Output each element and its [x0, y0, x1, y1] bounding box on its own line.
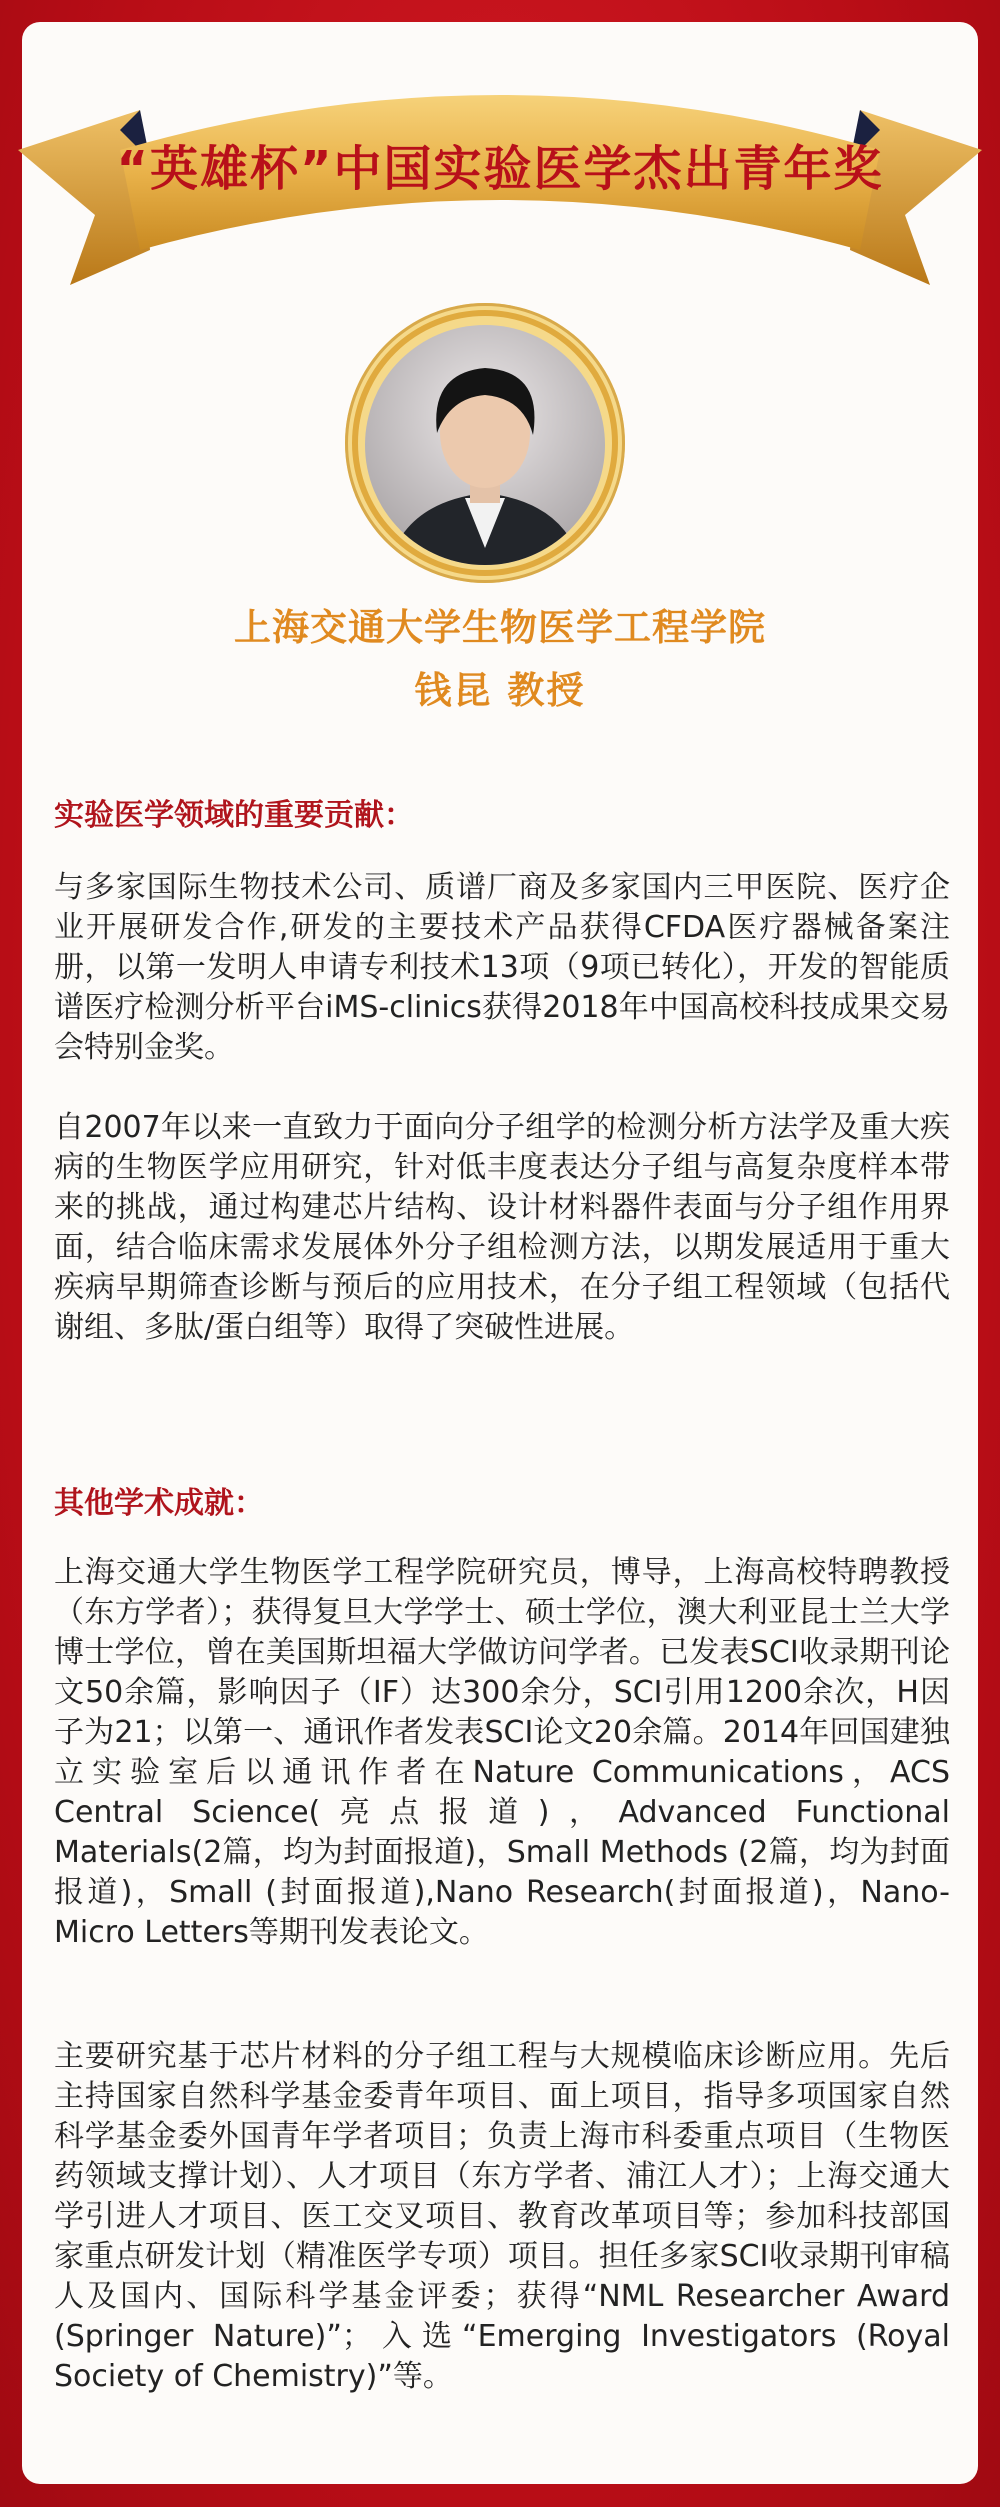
award-title: “英雄杯”中国实验医学杰出青年奖 — [116, 141, 884, 197]
paragraph: 与多家国际生物技术公司、质谱厂商及多家国内三甲医院、医疗企业开展研发合作,研发的主要技术产品获得CFDA医疗器械备案注册，以第一发明人申请专利技术13项（9项已转化），开发的智能质谱医疗检测分析平台iMS-clinics获得2018年中国高校科技成果交易会特别金奖。 — [54, 870, 950, 1065]
person-name: 钱昆 教授 — [414, 669, 586, 712]
section-heading-achievements: 其他学术成就： — [54, 1486, 264, 1521]
section-heading-contributions: 实验医学领域的重要贡献： — [54, 798, 414, 833]
paragraph: 自2007年以来一直致力于面向分子组学的检测分析方法学及重大疾病的生物医学应用研究，针对低丰度表达分子组与高复杂度样本带来的挑战，通过构建芯片结构、设计材料器件表面与分子组作用界面，结合临床需求发展体外分子组检测方法，以期发展适用于重大疾病早期筛查诊断与预后的应用技术，在分子组工程领域（包括代谢组、多肽/蛋白组等）取得了突破性进展。 — [54, 1110, 950, 1345]
avatar — [345, 303, 625, 583]
paragraph: 上海交通大学生物医学工程学院研究员，博导，上海高校特聘教授（东方学者）；获得复旦大学学士、硕士学位，澳大利亚昆士兰大学博士学位，曾在美国斯坦福大学做访问学者。已发表SCI收录期刊论文50余篇，影响因子（IF）达300余分，SCI引用1200余次，H因子为21；以第一、通讯作者发表SCI论文20余篇。2014年回国建独立实验室后以通讯作者在Nature Communications，ACS Central Science(亮点报道)，Advanced Functional Materials(2篇，均为封面报道)，Small Methods (2篇，均为封面报道)，Small (封面报道),Nano Research(封面报道)，Nano-Micro Letters等期刊发表论文。 — [54, 1555, 950, 1950]
institution-name: 上海交通大学生物医学工程学院 — [234, 606, 766, 649]
paragraph: 主要研究基于芯片材料的分子组工程与大规模临床诊断应用。先后主持国家自然科学基金委青年项目、面上项目，指导多项国家自然科学基金委外国青年学者项目；负责上海市科委重点项目（生物医药领域支撑计划）、人才项目（东方学者、浦江人才）；上海交通大学引进人才项目、医工交叉项目、教育改革项目等；参加科技部国家重点研发计划（精准医学专项）项目。担任多家SCI收录期刊审稿人及国内、国际科学基金评委；获得“NML Researcher Award (Springer Nature)”；入选“Emerging Investigators (Royal Society of Chemistry)”等。 — [54, 2039, 950, 2394]
